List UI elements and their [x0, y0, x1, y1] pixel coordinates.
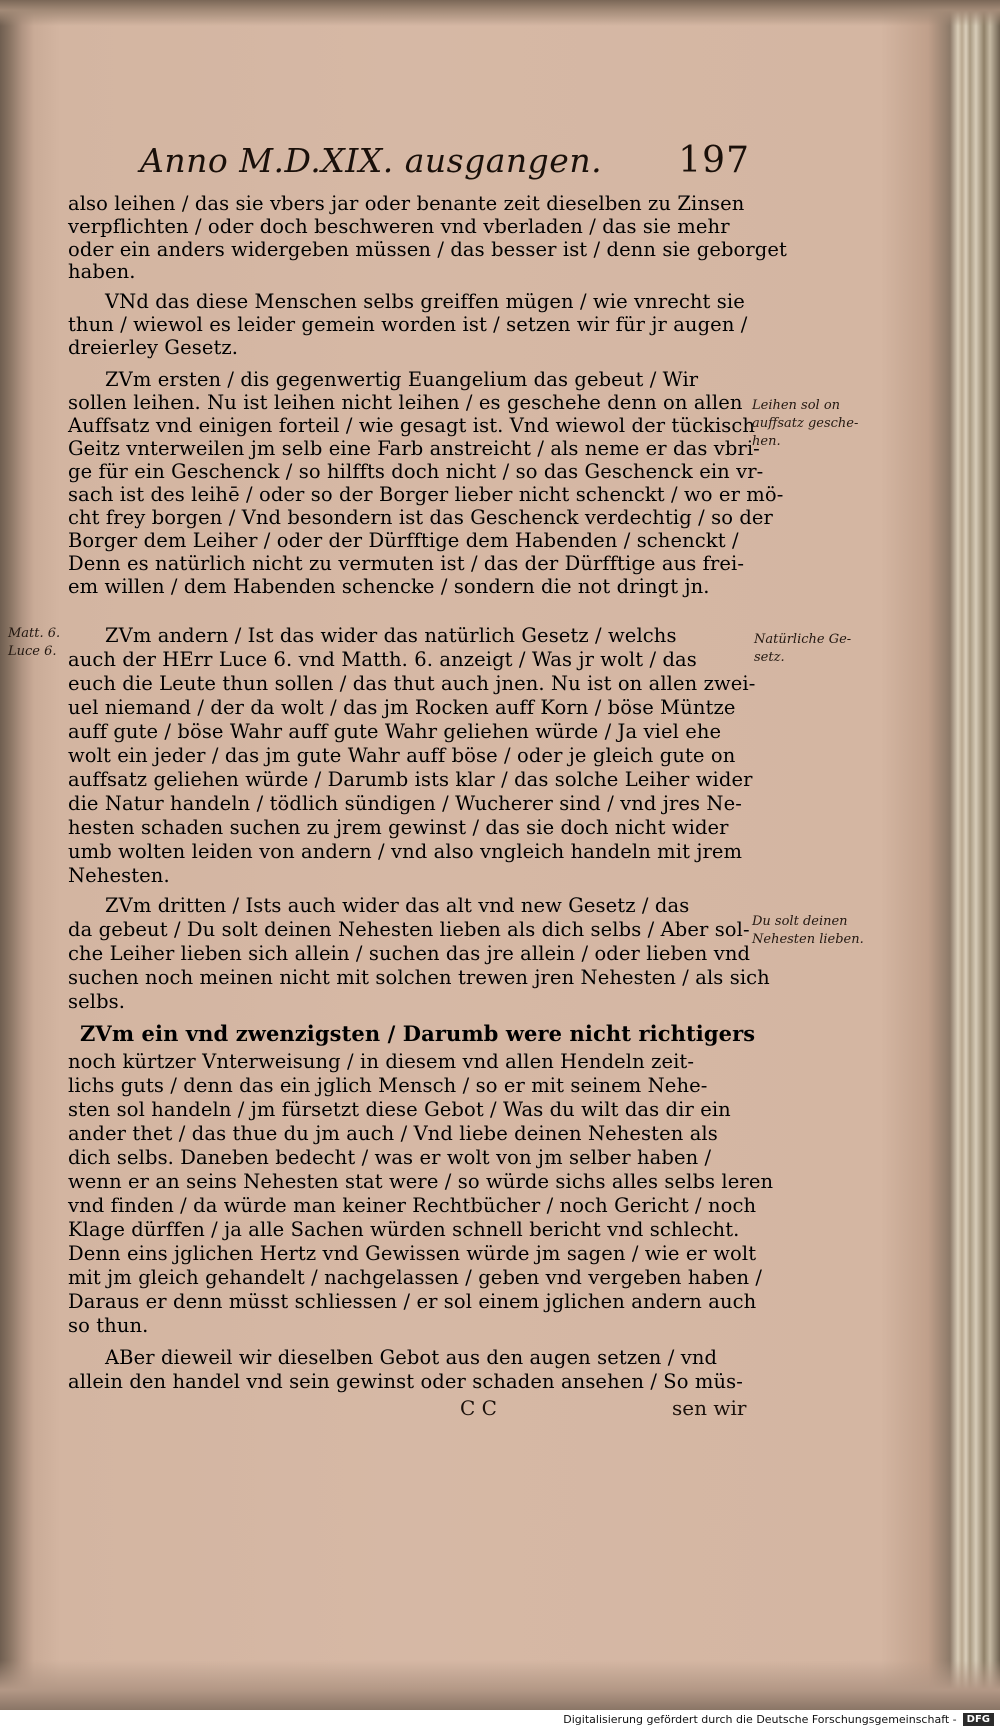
margin-note-line: auffsatz gesche-	[752, 416, 859, 431]
running-head	[140, 140, 750, 186]
margin-note-line: Du solt deinen	[752, 914, 848, 929]
text-line: VNd das diese Menschen selbs greiffen mügen / wie vnrecht sie	[105, 290, 745, 313]
margin-note-line: Leihen sol on	[752, 398, 841, 413]
margin-note-line: setz.	[754, 650, 785, 665]
margin-ref-line: Luce 6.	[8, 644, 57, 659]
text-line: vnd finden / da würde man keiner Rechtbücher / noch Gericht / noch	[68, 1194, 757, 1217]
text-line: che Leiher lieben sich allein / suchen das jre allein / oder lieben vnd	[68, 942, 751, 965]
margin-note-line: Nehesten lieben.	[752, 932, 864, 947]
running-title: Anno M.D.XIX. ausgangen.	[140, 141, 603, 180]
catchword: sen wir	[672, 1396, 747, 1420]
text-line: so thun.	[68, 1314, 149, 1337]
text-line: dreierley Gesetz.	[68, 336, 239, 359]
digitization-footer	[0, 1710, 1000, 1729]
text-line: Klage dürffen / ja alle Sachen würden schnell bericht vnd schlecht.	[68, 1218, 740, 1241]
text-line: hesten schaden suchen zu jrem gewinst / das sie doch nicht wider	[68, 816, 729, 839]
text-line: auff gute / böse Wahr auff gute Wahr geliehen würde / Ja viel ehe	[68, 720, 722, 743]
text-line: suchen noch meinen nicht mit solchen trewen jren Nehesten / als sich	[68, 966, 770, 989]
text-line: umb wolten leiden von andern / vnd also vngleich handeln mit jrem	[68, 840, 743, 863]
text-line: die Natur handeln / tödlich sündigen / Wucherer sind / vnd jres Ne-	[68, 792, 742, 815]
text-line: thun / wiewol es leider gemein worden ist / setzen wir für jr augen /	[68, 313, 748, 336]
page-top-shadow	[0, 0, 1000, 26]
text-line: auch der HErr Luce 6. vnd Matth. 6. anzeigt / Was jr wolt / das	[68, 648, 697, 671]
text-line: ge für ein Geschenck / so hilffts doch nicht / so das Geschenck ein vr-	[68, 460, 764, 483]
text-line: sollen leihen. Nu ist leihen nicht leihen / es geschehe denn on allen	[68, 391, 743, 414]
page-bottom-shadow	[0, 1660, 1000, 1710]
text-line: Nehesten.	[68, 864, 170, 887]
text-line: selbs.	[68, 990, 126, 1013]
dfg-logo: DFG	[963, 1713, 994, 1726]
margin-note-line: hen.	[752, 434, 781, 449]
text-line: auffsatz geliehen würde / Darumb ists klar / das solche Leiher wider	[68, 768, 753, 791]
text-line: wolt ein jeder / das jm gute Wahr auff böse / oder je gleich gute on	[68, 744, 736, 767]
text-line: ZVm andern / Ist das wider das natürlich Gesetz / welchs	[105, 624, 677, 647]
folio-number: 197	[678, 140, 750, 181]
text-line: Auffsatz vnd einigen forteil / wie gesagt ist. Vnd wiewol der tückisch	[68, 414, 756, 437]
signature-mark: C C	[460, 1396, 497, 1420]
text-line: Denn es natürlich nicht zu vermuten ist / das der Dürfftige aus frei-	[68, 552, 745, 575]
text-line: sten sol handeln / jm fürsetzt diese Gebot / Was du wilt das dir ein	[68, 1098, 731, 1121]
margin-ref-line: Matt. 6.	[8, 626, 61, 641]
text-line: euch die Leute thun sollen / das thut auch jnen. Nu ist on allen zwei-	[68, 672, 756, 695]
text-line: Daraus er denn müsst schliessen / er sol einem jglichen andern auch	[68, 1290, 757, 1313]
text-line: ABer dieweil wir dieselben Gebot aus den augen setzen / vnd	[105, 1346, 718, 1369]
text-line: verpflichten / oder doch beschweren vnd vberladen / das sie mehr	[68, 215, 730, 238]
text-line: ZVm ersten / dis gegenwertig Euangelium das gebeut / Wir	[105, 368, 699, 391]
text-line: uel niemand / der da wolt / das jm Rocken auff Korn / böse Müntze	[68, 696, 736, 719]
text-line: ander thet / das thue du jm auch / Vnd liebe deinen Nehesten als	[68, 1122, 718, 1145]
text-line: wenn er an seins Nehesten stat were / so würde sichs alles selbs leren	[68, 1170, 774, 1193]
text-line: Denn eins jglichen Hertz vnd Gewissen würde jm sagen / wie er wolt	[68, 1242, 757, 1265]
text-line: sach ist des leihē / oder so der Borger lieber nicht schenckt / wo er mö-	[68, 483, 784, 506]
text-line: Borger dem Leiher / oder der Dürfftige dem Habenden / schenckt /	[68, 529, 739, 552]
margin-note-line: Natürliche Ge-	[754, 632, 852, 647]
text-line: haben.	[68, 260, 136, 283]
text-line: dich selbs. Daneben bedecht / was er wolt von jm selber haben /	[68, 1146, 712, 1169]
text-line: also leihen / das sie vbers jar oder benante zeit dieselben zu Zinsen	[68, 192, 745, 215]
text-line: ZVm ein vnd zwenzigsten / Darumb were nicht richtigers	[80, 1021, 756, 1046]
text-line: em willen / dem Habenden schencke / sondern die not dringt jn.	[68, 575, 710, 598]
text-line: da gebeut / Du solt deinen Nehesten lieben als dich selbs / Aber sol-	[68, 918, 750, 941]
text-line: oder ein anders widergeben müssen / das besser ist / denn sie geborget	[68, 238, 787, 261]
text-line: mit jm gleich gehandelt / nachgelassen / geben vnd vergeben haben /	[68, 1266, 763, 1289]
text-line: noch kürtzer Vnterweisung / in diesem vnd allen Hendeln zeit-	[68, 1050, 695, 1073]
text-line: allein den handel vnd sein gewinst oder schaden ansehen / So müs-	[68, 1370, 743, 1393]
text-line: cht frey borgen / Vnd besondern ist das Geschenck verdechtig / so der	[68, 506, 773, 529]
text-line: lichs guts / denn das ein jglich Mensch / so er mit seinem Nehe-	[68, 1074, 708, 1097]
text-line: Geitz vnterweilen jm selb eine Farb anstreicht / als neme er das vbri-	[68, 437, 760, 460]
text-line: ZVm dritten / Ists auch wider das alt vnd new Gesetz / das	[105, 894, 690, 917]
footer-credit: Digitalisierung gefördert durch die Deutsche Forschungsgemeinschaft -	[563, 1713, 957, 1726]
